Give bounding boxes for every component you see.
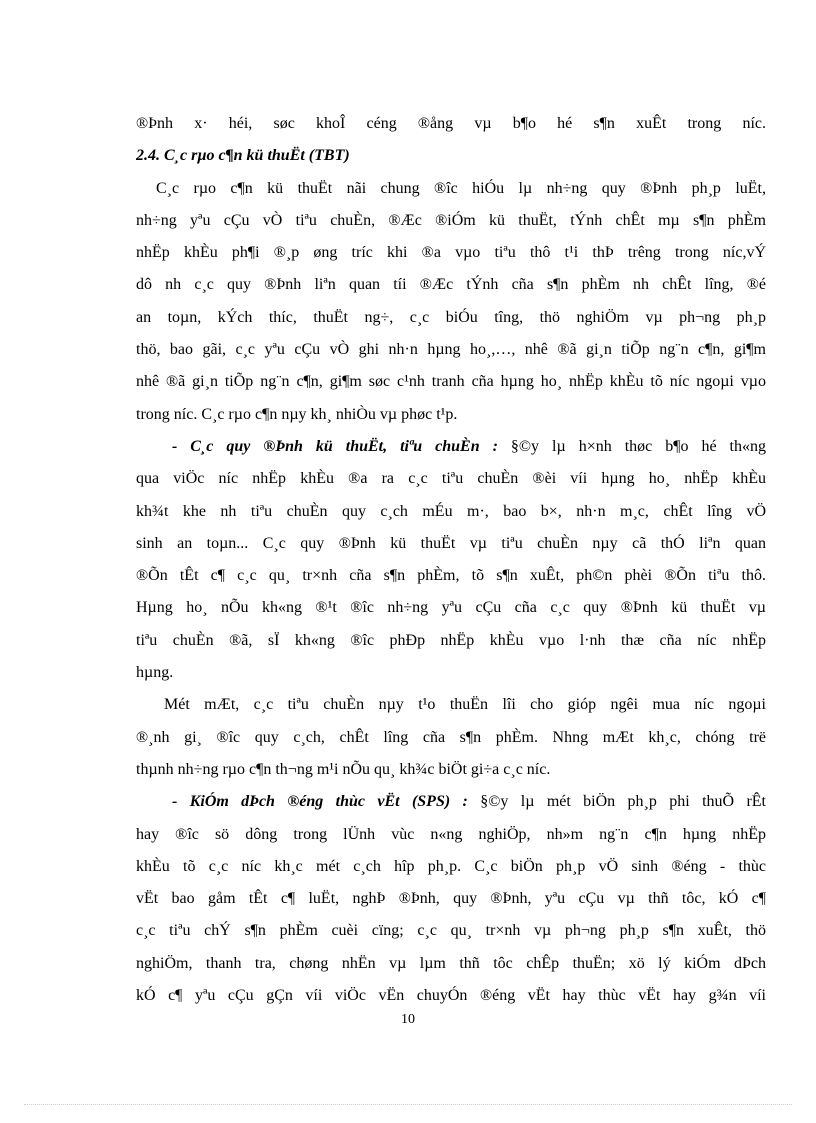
text-line: qua viÖc níc nhËp khÈu ®a ra c¸c tiªu chuÈn ®èi víi hµng ho¸ nhËp khÈu	[136, 470, 766, 488]
text-line: dô nh c¸c quy ®Þnh liªn quan tíi ®Æc tÝnh cña s¶n phÈm nh chÊt lîng, ®é	[136, 276, 766, 294]
subsection-line	[136, 431, 766, 463]
text-line: ®¸nh gi¸ ®îc quy c¸ch, chÊt lîng cña s¶n phÈm. Nhng mÆt kh¸c, chóng trë	[136, 728, 766, 746]
text-line: khÈu tõ c¸c níc kh¸c mét c¸ch hîp ph¸p. C¸c biÖn ph¸p vÖ sinh ®éng - thùc	[136, 857, 766, 875]
subsection-lead: - C¸c quy ®Þnh kü thuËt, tiªu chuÈn :	[172, 437, 498, 455]
subsection-lead: - KiÓm dÞch ®éng thùc vËt (SPS) :	[172, 793, 468, 811]
text-line: nhê ®ã gi¸n tiÕp ng¨n c¶n, gi¶m søc c¹nh tranh cña hµng ho¸ nhËp khÈu tõ níc ngoµi vµo	[136, 373, 766, 391]
text-line: nh÷ng yªu cÇu vÒ tiªu chuÈn, ®Æc ®iÓm kü thuËt, tÝnh chÊt mµ s¶n phÈm	[136, 211, 766, 229]
text-line: sinh an toµn... C¸c quy ®Þnh kü thuËt vµ tiªu chuÈn nµy cã thÓ liªn quan	[136, 534, 766, 552]
page-bottom-divider	[24, 1104, 792, 1105]
text-line: tiªu chuÈn ®ã, sÏ kh«ng ®îc phÐp nhËp khÈu vµo l·nh thæ cña níc nhËp	[136, 631, 766, 649]
text-line: kÓ c¶ yªu cÇu gÇn víi viÖc vËn chuyÓn ®éng vËt hay thùc vËt hay g¾n víi	[136, 987, 766, 1005]
page-number: 10	[401, 1012, 415, 1027]
text-line: hµng.	[136, 664, 174, 682]
text-line: Hµng ho¸ nÕu kh«ng ®¹t ®îc nh÷ng yªu cÇu cña c¸c quy ®Þnh kü thuËt vµ	[136, 599, 766, 617]
text-line: nghiÖm, thanh tra, chøng nhËn vµ lµm thñ tôc chÊp thuËn; xö lý kiÓm dÞch	[136, 954, 766, 972]
text-line: vËt bao gåm tÊt c¶ luËt, nghÞ ®Þnh, quy ®Þnh, yªu cÇu vµ thñ tôc, kÓ c¶	[136, 890, 766, 908]
text-line: c¸c tiªu chÝ s¶n phÈm cuèi cïng; c¸c qu¸ tr×nh vµ ph¬ng ph¸p s¶n xuÊt, thö	[136, 922, 766, 940]
text-line: an toµn, kÝch thíc, thuËt ng÷, c¸c biÓu tîng, thö nghiÖm vµ ph¬ng ph¸p	[136, 308, 766, 326]
text-line: ®Õn tÊt c¶ c¸c qu¸ tr×nh cña s¶n phÈm, tõ s¶n xuÊt, ph©n phèi ®Õn tiªu thô.	[136, 567, 766, 585]
subsection-text: §©y lµ mét biÖn ph¸p phi thuÕ rÊt	[467, 793, 766, 811]
text-line: hay ®îc sö dông trong lÜnh vùc n«ng nghiÖp, nh»m ng¨n c¶n hµng nhËp	[136, 825, 766, 843]
body-text	[136, 108, 766, 1012]
text-line: thö, bao gãi, c¸c yªu cÇu vÒ ghi nh·n hµng ho¸,…, nhê ®ã gi¸n tiÕp ng¨n c¶n, gi¶m	[136, 341, 766, 359]
subsection-text: §©y lµ h×nh thøc b¶o hé th«ng	[497, 437, 766, 455]
text-line: kh¾t khe nh tiªu chuÈn quy c¸ch mÉu m·, bao b×, nh·n m¸c, chÊt lîng vÖ	[136, 502, 766, 520]
text-line: C¸c rµo c¶n kü thuËt nãi chung ®îc hiÓu lµ nh÷ng quy ®Þnh ph¸p luËt,	[156, 179, 766, 197]
text-line: thµnh nh÷ng rµo c¶n th¬ng m¹i nÕu qu¸ kh¾c biÖt gi÷a c¸c níc.	[136, 760, 551, 778]
section-heading: 2.4. C¸c rµo c¶n kü thuËt (TBT)	[136, 147, 350, 165]
subsection-line	[136, 786, 766, 818]
text-line: ®Þnh x· héi, søc khoÎ céng ®ång vµ b¶o hé s¶n xuÊt trong níc.	[136, 115, 766, 132]
text-line: nhËp khÈu ph¶i ®¸p øng tríc khi ®a vµo tiªu thô t¹i thÞ trêng trong níc,vÝ	[136, 244, 766, 262]
text-line: trong níc. C¸c rµo c¶n nµy kh¸ nhiÒu vµ phøc t¹p.	[136, 405, 458, 423]
text-line: Mét mÆt, c¸c tiªu chuÈn nµy t¹o thuËn lîi cho gióp ngêi mua níc ngoµi	[164, 696, 766, 714]
